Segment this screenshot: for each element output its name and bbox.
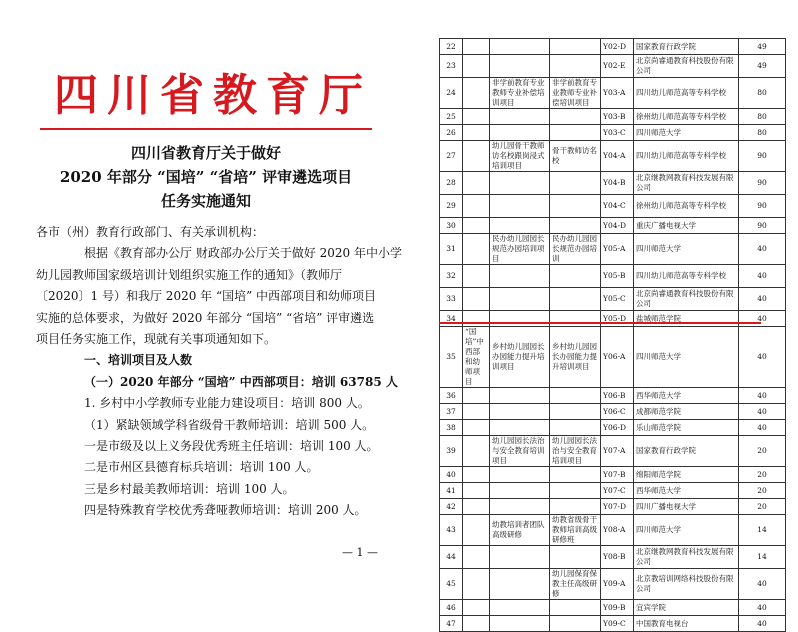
- section-heading: 一、培训项目及人数: [84, 353, 193, 368]
- institution-cell: 乐山师范学院: [634, 420, 739, 436]
- participants-cell: 80: [739, 78, 786, 109]
- subproject-cell: 幼儿园园长法治与安全教育培训项目: [550, 436, 601, 467]
- category-cell: [463, 78, 490, 109]
- row-number-cell: 36: [440, 388, 463, 404]
- project-name-cell: [490, 420, 550, 436]
- row-number-cell: 46: [440, 600, 463, 616]
- subproject-cell: [550, 125, 601, 141]
- subproject-cell: [550, 288, 601, 311]
- institution-cell: 北京尚睿通教育科技股份有限公司: [634, 288, 739, 311]
- category-cell: [463, 616, 490, 632]
- participants-cell: 40: [739, 404, 786, 420]
- category-cell: [463, 288, 490, 311]
- project-name-cell: [490, 404, 550, 420]
- row-number-cell: 31: [440, 234, 463, 265]
- participants-cell: 40: [739, 288, 786, 311]
- table-row: [440, 288, 786, 311]
- participants-cell: 90: [739, 141, 786, 172]
- subproject-cell: 骨干教师访名校: [550, 141, 601, 172]
- project-table: [439, 38, 786, 632]
- table-row: [440, 218, 786, 234]
- table-row: [440, 234, 786, 265]
- institution-cell: 西华师范大学: [634, 483, 739, 499]
- subproject-cell: 乡村幼儿园园长办园能力提升培训项目: [550, 327, 601, 388]
- salutation: 各市（州）教育行政部门、有关承训机构：: [36, 225, 265, 239]
- row-number-cell: 34: [440, 311, 463, 327]
- project-code-cell: Y07-D: [601, 499, 634, 515]
- project-name-cell: [490, 483, 550, 499]
- project-code-cell: Y07-A: [601, 436, 634, 467]
- row-number-cell: 39: [440, 436, 463, 467]
- subproject-cell: [550, 420, 601, 436]
- participants-cell: 14: [739, 515, 786, 546]
- category-cell: [463, 109, 490, 125]
- project-code-cell: Y07-B: [601, 467, 634, 483]
- paragraph-line: 幼儿园教师国家级培训计划组织实施工作的通知》（教师厅: [36, 267, 343, 282]
- project-code-cell: Y08-B: [601, 546, 634, 569]
- institution-cell: 国家教育行政学院: [634, 39, 739, 55]
- masthead: 四川省教育厅: [54, 70, 372, 121]
- paragraph-line: 〔2020〕1 号）和我厅 2020 年 “国培” 中西部项目和幼师项目: [36, 289, 377, 304]
- subproject-cell: [550, 55, 601, 78]
- institution-cell: 四川师范大学: [634, 234, 739, 265]
- row-number-cell: 40: [440, 467, 463, 483]
- table-row: [440, 327, 786, 388]
- table-row: [440, 616, 786, 632]
- row-number-cell: 32: [440, 265, 463, 288]
- table-row: [440, 388, 786, 404]
- project-code-cell: Y05-A: [601, 234, 634, 265]
- participants-cell: 80: [739, 125, 786, 141]
- participants-cell: 20: [739, 436, 786, 467]
- subsection-heading: （一）2020 年部分 “国培” 中西部项目：培训 63785 人: [84, 374, 398, 389]
- institution-cell: 四川师范大学: [634, 515, 739, 546]
- table-row: [440, 109, 786, 125]
- row-number-cell: 25: [440, 109, 463, 125]
- project-code-cell: Y05-B: [601, 265, 634, 288]
- category-cell: [463, 388, 490, 404]
- project-name-cell: 民办幼儿园园长规范办园培训项目: [490, 234, 550, 265]
- table-row: [440, 499, 786, 515]
- category-cell: “国培”中西部和幼师项目: [463, 327, 490, 388]
- participants-cell: 40: [739, 311, 786, 327]
- category-cell: [463, 569, 490, 600]
- row-number-cell: 42: [440, 499, 463, 515]
- institution-cell: 北京继教网教育科技发展有限公司: [634, 172, 739, 195]
- table-row: [440, 195, 786, 218]
- project-code-cell: Y07-C: [601, 483, 634, 499]
- table-row: [440, 172, 786, 195]
- institution-cell: 北京教培训网络科技股份有限公司: [634, 569, 739, 600]
- row-number-cell: 47: [440, 616, 463, 632]
- category-cell: [463, 141, 490, 172]
- subproject-cell: [550, 109, 601, 125]
- table-row: [440, 404, 786, 420]
- participants-cell: 90: [739, 195, 786, 218]
- item-line: （1）紧缺领域学科省级骨干教师培训：培训 500 人。: [84, 417, 375, 432]
- row-number-cell: 33: [440, 288, 463, 311]
- institution-cell: 四川幼儿师范高等专科学校: [634, 78, 739, 109]
- participants-cell: 20: [739, 499, 786, 515]
- category-cell: [463, 55, 490, 78]
- project-name-cell: [490, 288, 550, 311]
- item-line: 四是特殊教育学校优秀聋哑教师培训：培训 200 人。: [84, 503, 367, 518]
- participants-cell: 40: [739, 600, 786, 616]
- project-name-cell: 非学前教育专业教师专业补偿培训项目: [490, 78, 550, 109]
- project-name-cell: 幼儿园骨干教师访名校跟岗浸式培训项目: [490, 141, 550, 172]
- project-name-cell: [490, 499, 550, 515]
- category-cell: [463, 420, 490, 436]
- project-code-cell: Y06-D: [601, 420, 634, 436]
- category-cell: [463, 404, 490, 420]
- table-row: [440, 546, 786, 569]
- category-cell: [463, 311, 490, 327]
- project-code-cell: Y02-D: [601, 39, 634, 55]
- table-row: [440, 125, 786, 141]
- participants-cell: 40: [739, 420, 786, 436]
- participants-cell: 14: [739, 546, 786, 569]
- paragraph-line: 根据《教育部办公厅 财政部办公厅关于做好 2020 年中小学: [84, 246, 402, 261]
- project-code-cell: Y03-A: [601, 78, 634, 109]
- project-code-cell: Y04-A: [601, 141, 634, 172]
- participants-cell: 49: [739, 55, 786, 78]
- paragraph-line: 实施的总体要求，为做好 2020 年部分 “国培” “省培” 评审遴选: [36, 310, 375, 325]
- participants-cell: 40: [739, 616, 786, 632]
- institution-cell: 四川师范大学: [634, 125, 739, 141]
- participants-cell: 90: [739, 172, 786, 195]
- project-name-cell: [490, 616, 550, 632]
- item-line: 二是市州区县德育标兵培训：培训 100 人。: [84, 460, 319, 475]
- category-cell: [463, 195, 490, 218]
- row-number-cell: 23: [440, 55, 463, 78]
- participants-cell: 49: [739, 39, 786, 55]
- participants-cell: 40: [739, 388, 786, 404]
- project-code-cell: Y09-C: [601, 616, 634, 632]
- row-number-cell: 22: [440, 39, 463, 55]
- table-row: [440, 467, 786, 483]
- category-cell: [463, 499, 490, 515]
- subproject-cell: 幼儿园保育保教主任高级研修: [550, 569, 601, 600]
- title-line-1: 四川省教育厅关于做好: [130, 144, 281, 162]
- subproject-cell: [550, 218, 601, 234]
- category-cell: [463, 265, 490, 288]
- row-number-cell: 30: [440, 218, 463, 234]
- left-page: [0, 0, 402, 602]
- institution-cell: 国家教育行政学院: [634, 436, 739, 467]
- participants-cell: 90: [739, 218, 786, 234]
- category-cell: [463, 172, 490, 195]
- project-code-cell: Y05-C: [601, 288, 634, 311]
- row-number-cell: 38: [440, 420, 463, 436]
- project-name-cell: 乡村幼儿园园长办园能力提升培训项目: [490, 327, 550, 388]
- category-cell: [463, 218, 490, 234]
- row-number-cell: 37: [440, 404, 463, 420]
- institution-cell: 四川幼儿师范高等专科学校: [634, 265, 739, 288]
- institution-cell: 徐州幼儿师范高等专科学校: [634, 109, 739, 125]
- masthead-red-rule: [40, 128, 372, 130]
- table-row: [440, 311, 786, 327]
- institution-cell: 四川师范大学: [634, 327, 739, 388]
- category-cell: [463, 483, 490, 499]
- project-code-cell: Y03-B: [601, 109, 634, 125]
- category-cell: [463, 546, 490, 569]
- table-row: [440, 39, 786, 55]
- participants-cell: 20: [739, 483, 786, 499]
- paragraph-line: 项目任务实施工作，现就有关事项通知如下。: [36, 332, 277, 347]
- project-name-cell: [490, 109, 550, 125]
- row-number-cell: 44: [440, 546, 463, 569]
- project-name-cell: 幼教培训者团队高级研修: [490, 515, 550, 546]
- project-code-cell: Y03-C: [601, 125, 634, 141]
- project-code-cell: Y09-B: [601, 600, 634, 616]
- row-number-cell: 35: [440, 327, 463, 388]
- subproject-cell: [550, 404, 601, 420]
- project-code-cell: Y06-B: [601, 388, 634, 404]
- participants-cell: 40: [739, 265, 786, 288]
- category-cell: [463, 515, 490, 546]
- project-code-cell: Y09-A: [601, 569, 634, 600]
- project-code-cell: Y06-C: [601, 404, 634, 420]
- participants-cell: 80: [739, 109, 786, 125]
- project-code-cell: Y06-A: [601, 327, 634, 388]
- project-code-cell: Y04-D: [601, 218, 634, 234]
- project-code-cell: Y02-E: [601, 55, 634, 78]
- table-row: [440, 569, 786, 600]
- right-page: [399, 0, 798, 628]
- project-name-cell: [490, 39, 550, 55]
- subproject-cell: [550, 195, 601, 218]
- project-name-cell: [490, 172, 550, 195]
- category-cell: [463, 125, 490, 141]
- institution-cell: 盐城师范学院: [634, 311, 739, 327]
- project-name-cell: [490, 55, 550, 78]
- table-row: [440, 515, 786, 546]
- project-name-cell: [490, 388, 550, 404]
- institution-cell: 四川幼儿师范高等专科学校: [634, 141, 739, 172]
- table-red-rule: [439, 322, 761, 324]
- institution-cell: 北京尚睿通教育科技股份有限公司: [634, 55, 739, 78]
- row-number-cell: 29: [440, 195, 463, 218]
- item-line: 一是市级及以上义务段优秀班主任培训：培训 100 人。: [84, 439, 379, 454]
- table-row: [440, 78, 786, 109]
- institution-cell: 重庆广播电视大学: [634, 218, 739, 234]
- subproject-cell: [550, 311, 601, 327]
- subproject-cell: [550, 616, 601, 632]
- participants-cell: 20: [739, 467, 786, 483]
- institution-cell: 绵阳师范学院: [634, 467, 739, 483]
- institution-cell: 成都师范学院: [634, 404, 739, 420]
- project-name-cell: [490, 546, 550, 569]
- title-line-2: 2020 年部分 “国培” “省培” 评审遴选项目: [59, 168, 353, 186]
- row-number-cell: 41: [440, 483, 463, 499]
- participants-cell: 40: [739, 327, 786, 388]
- row-number-cell: 45: [440, 569, 463, 600]
- table-row: [440, 141, 786, 172]
- subproject-cell: [550, 172, 601, 195]
- subproject-cell: 民办幼儿园园长规范办园培训: [550, 234, 601, 265]
- institution-cell: 宜宾学院: [634, 600, 739, 616]
- project-code-cell: Y04-B: [601, 172, 634, 195]
- subproject-cell: [550, 467, 601, 483]
- item-line: 1. 乡村中小学教师专业能力建设项目：培训 800 人。: [84, 396, 370, 411]
- title-line-3: 任务实施通知: [160, 192, 251, 210]
- subproject-cell: [550, 483, 601, 499]
- subproject-cell: [550, 39, 601, 55]
- institution-cell: 西华师范大学: [634, 388, 739, 404]
- project-name-cell: [490, 265, 550, 288]
- notice-body: [36, 222, 402, 522]
- participants-cell: 40: [739, 569, 786, 600]
- project-name-cell: [490, 218, 550, 234]
- table-row: [440, 55, 786, 78]
- project-name-cell: [490, 125, 550, 141]
- institution-cell: 四川广播电视大学: [634, 499, 739, 515]
- category-cell: [463, 436, 490, 467]
- subproject-cell: [550, 265, 601, 288]
- project-name-cell: [490, 311, 550, 327]
- table-row: [440, 436, 786, 467]
- row-number-cell: 28: [440, 172, 463, 195]
- page-number: — 1 —: [342, 546, 378, 559]
- participants-cell: 40: [739, 234, 786, 265]
- subproject-cell: 非学前教育专业教师专业补偿培训项目: [550, 78, 601, 109]
- row-number-cell: 27: [440, 141, 463, 172]
- category-cell: [463, 467, 490, 483]
- project-name-cell: 幼儿园园长法治与安全教育培训项目: [490, 436, 550, 467]
- subproject-cell: [550, 546, 601, 569]
- project-code-cell: Y05-D: [601, 311, 634, 327]
- subproject-cell: [550, 388, 601, 404]
- row-number-cell: 26: [440, 125, 463, 141]
- item-line: 三是乡村最美教师培训：培训 100 人。: [84, 481, 295, 496]
- row-number-cell: 43: [440, 515, 463, 546]
- project-name-cell: [490, 195, 550, 218]
- table-row: [440, 265, 786, 288]
- subproject-cell: [550, 499, 601, 515]
- row-number-cell: 24: [440, 78, 463, 109]
- subproject-cell: 幼教省级骨干教师培训高级研修班: [550, 515, 601, 546]
- project-name-cell: [490, 467, 550, 483]
- institution-cell: 徐州幼儿师范高等专科学校: [634, 195, 739, 218]
- project-code-cell: Y04-C: [601, 195, 634, 218]
- institution-cell: 北京继教网教育科技发展有限公司: [634, 546, 739, 569]
- project-name-cell: [490, 569, 550, 600]
- institution-cell: 中国教育电视台: [634, 616, 739, 632]
- table-row: [440, 420, 786, 436]
- table-row: [440, 483, 786, 499]
- category-cell: [463, 234, 490, 265]
- category-cell: [463, 39, 490, 55]
- project-code-cell: Y08-A: [601, 515, 634, 546]
